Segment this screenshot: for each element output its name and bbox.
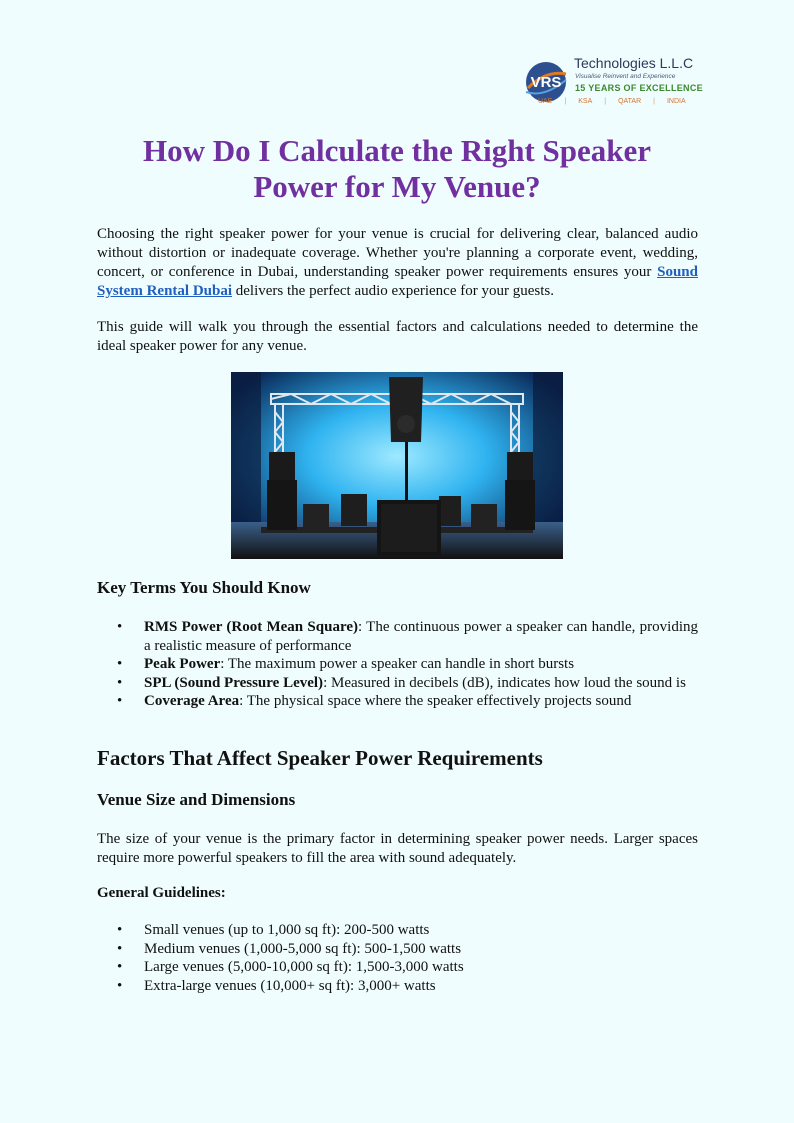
venue-size-heading: Venue Size and Dimensions (97, 790, 296, 809)
term-name: Coverage Area (144, 693, 240, 709)
intro-text-before: Choosing the right speaker power for your venue is crucial for delivering clear, balanced audio without distortion or inadequate coverage. Whether you're planning a corporate event, wedding, concert, or conference in Dubai, understanding speaker power requirements ensures your (97, 226, 698, 280)
term-description: : The physical space where the speaker effectively projects sound (239, 693, 632, 709)
company-logo (520, 52, 720, 112)
logo-regions (538, 98, 686, 105)
region-separator: | (564, 98, 567, 105)
term-description: : The continuous power a speaker can handle, providing a realistic measure of performance (144, 619, 699, 654)
term-name: SPL (Sound Pressure Level) (144, 674, 324, 691)
key-terms-heading: Key Terms You Should Know (97, 578, 311, 597)
region-separator: | (653, 98, 655, 105)
title-line-2: Power for My Venue? (253, 169, 541, 204)
sound-system-rental-link[interactable]: Sound System Rental Dubai (97, 264, 698, 299)
region-qatar: QATAR (618, 98, 642, 105)
term-name: Peak Power (144, 656, 221, 672)
list-item (97, 655, 698, 674)
region-india: INDIA (666, 98, 686, 105)
term-name: RMS Power (Root Mean Square) (144, 619, 358, 635)
page-title (97, 133, 697, 205)
guidelines-list (97, 921, 698, 995)
title-line-1: How Do I Calculate the Right Speaker (142, 133, 652, 168)
intro-paragraph (97, 225, 698, 301)
list-item (97, 618, 698, 655)
venue-size-paragraph: The size of your venue is the primary factor in determining speaker power needs. Larger spaces require more powerful speakers to fill the area with sound adequately. (97, 831, 698, 866)
guide-paragraph: This guide will walk you through the essential factors and calculations needed to determine the ideal speaker power for any venue. (97, 319, 698, 354)
region-ksa: KSA (578, 98, 593, 105)
term-description: : The maximum power a speaker can handle in short bursts (220, 656, 575, 672)
list-item: • Small venues (up to 1,000 sq ft): 200-500 watts (97, 921, 698, 940)
region-uae: UAE (538, 98, 553, 105)
intro-text-after: delivers the perfect audio experience for your guests. (232, 283, 554, 299)
key-terms-list (97, 618, 698, 711)
region-separator: | (604, 98, 607, 105)
list-item: • Large venues (5,000-10,000 sq ft): 1,500-3,000 watts (97, 958, 698, 977)
stage-speakers-image (231, 372, 563, 559)
list-item: • Medium venues (1,000-5,000 sq ft): 500-1,500 watts (97, 940, 698, 959)
logo-years-badge: 15 YEARS OF EXCELLENCE (575, 83, 703, 93)
logo-company-name: Technologies L.L.C (574, 55, 694, 71)
logo-tagline: Visualise Reinvent and Experience (575, 73, 676, 80)
list-item: • Extra-large venues (10,000+ sq ft): 3,000+ watts (97, 977, 698, 996)
list-item (97, 692, 698, 711)
term-description: : Measured in decibels (dB), indicates how loud the sound is (323, 674, 686, 691)
general-guidelines-heading: General Guidelines: (97, 885, 226, 901)
list-item (97, 674, 698, 693)
factors-heading: Factors That Affect Speaker Power Requirements (97, 746, 543, 770)
logo-mark-text: VRS (530, 74, 562, 91)
